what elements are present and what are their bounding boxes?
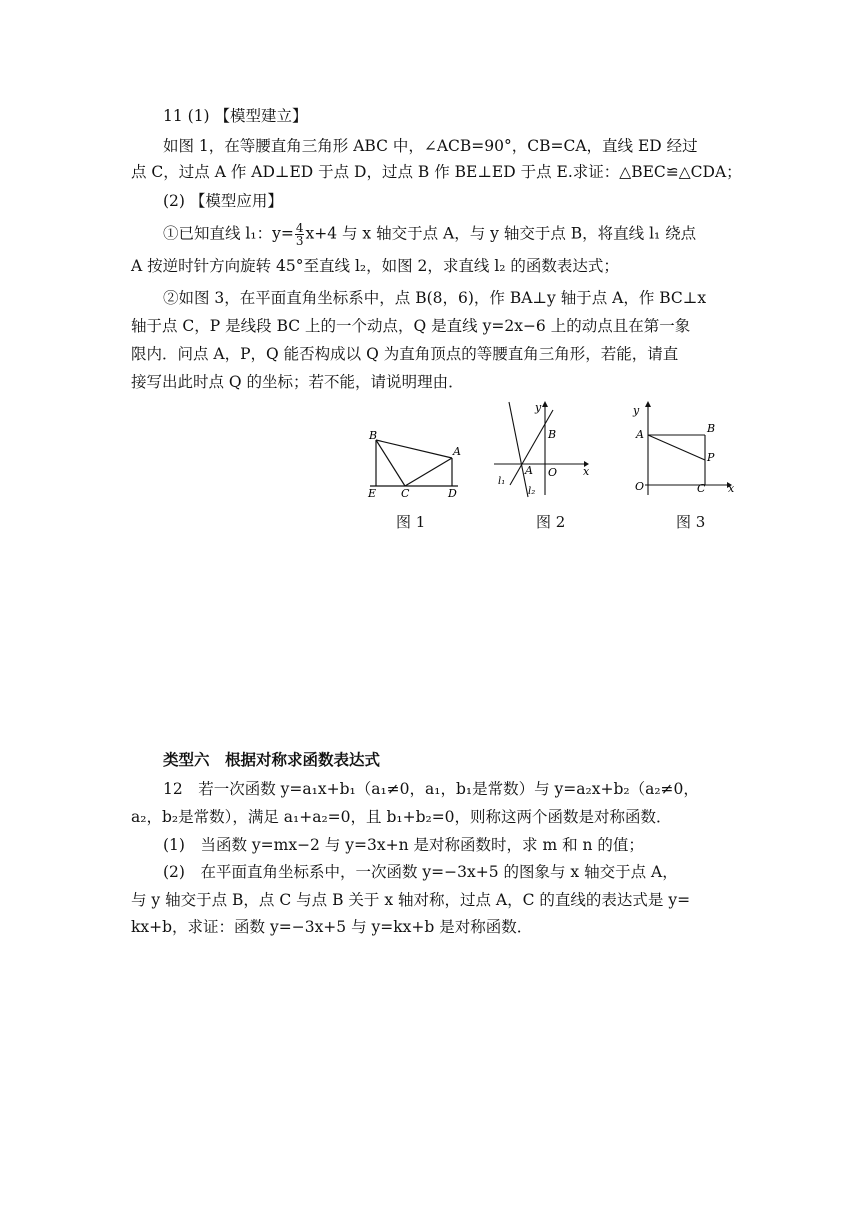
q11-part-b-line3: 限内．问点 A，P，Q 能否构成以 Q 为直角顶点的等腰直角三角形，若能，请直 (131, 345, 679, 363)
fig2-label-A: A (525, 464, 533, 477)
fig3-caption: 图 3 (676, 513, 706, 531)
fig1-label-A: A (453, 445, 461, 458)
q11-title: 11 (1) 【模型建立】 (163, 107, 308, 125)
fig1-label-D: D (448, 487, 457, 500)
fig1-segment-CA (405, 458, 452, 486)
figure-3 (625, 400, 735, 500)
fig3-label-B: B (707, 422, 716, 435)
fig3-label-O: O (635, 480, 645, 493)
fig2-label-x: x (583, 465, 590, 478)
q11-part-b-line4: 接写出此时点 Q 的坐标；若不能，请说明理由． (131, 373, 464, 391)
q12-part2-line1: (2) 在平面直角坐标系中，一次函数 y=−3x+5 的图象与 x 轴交于点 A， (163, 863, 678, 881)
fig3-label-x: x (728, 482, 735, 495)
q11-sub2-title: (2) 【模型应用】 (163, 192, 283, 210)
fraction (295, 222, 305, 247)
fig3-label-A: A (636, 428, 644, 441)
fig2-label-y: y (535, 401, 542, 414)
fig2-label-l2: l₂ (528, 486, 536, 497)
fig3-y-arrow (645, 401, 651, 407)
fig2-label-l1: l₁ (498, 476, 506, 487)
q12-line2: a₂，b₂是常数），满足 a₁+a₂=0，且 b₁+b₂=0，则称这两个函数是对称函数． (131, 808, 672, 826)
q12-line1: 12 若一次函数 y=a₁x+b₁（a₁≠0，a₁，b₁是常数）与 y=a₂x+b₂（a₂≠0， (163, 780, 699, 798)
fig3-label-C: C (697, 482, 706, 495)
q11-part-b-line2: 轴于点 C，P 是线段 BC 上的一个动点，Q 是直线 y=2x−6 上的动点且在第一象 (131, 317, 691, 335)
fig2-label-B: B (548, 428, 557, 441)
q11-part-a-line2: A 按逆时针方向旋转 45°至直线 l₂，如图 2，求直线 l₂ 的函数表达式； (131, 257, 619, 275)
figure-1 (362, 425, 472, 505)
fig1-segment-BA (376, 440, 452, 458)
q11-part-a-post: x+4 与 x 轴交于点 A，与 y 轴交于点 B，将直线 l₁ 绕点 (305, 224, 697, 243)
q11-paragraph-line1: 如图 1，在等腰直角三角形 ABC 中，∠ACB=90°，CB=CA，直线 ED 经过 (163, 137, 698, 155)
fraction-denominator: 3 (295, 234, 304, 248)
fig1-caption: 图 1 (396, 513, 426, 531)
fraction-numerator: 4 (295, 221, 304, 235)
fig2-label-O: O (548, 466, 558, 479)
figure-2 (492, 400, 592, 500)
fig2-caption: 图 2 (536, 513, 566, 531)
fig3-segment-AP (648, 435, 705, 460)
fig1-segment-BC (376, 440, 405, 486)
section6-heading: 类型六 根据对称求函数表达式 (163, 750, 381, 769)
fig2-y-arrow (542, 401, 548, 407)
q11-part-a-pre: ①已知直线 l₁：y= (163, 224, 294, 243)
fig1-label-C: C (401, 487, 410, 500)
q12-part2-line2: 与 y 轴交于点 B，点 C 与点 B 关于 x 轴对称，过点 A，C 的直线的表达式是 y= (131, 891, 691, 909)
q11-part-b-line1: ②如图 3，在平面直角坐标系中，点 B(8，6)，作 BA⊥y 轴于点 A，作 BC⊥x (163, 289, 707, 307)
fig1-label-B: B (369, 429, 378, 442)
q12-part2-line3: kx+b，求证：函数 y=−3x+5 与 y=kx+b 是对称函数． (131, 918, 533, 936)
q11-paragraph-line2: 点 C，过点 A 作 AD⊥ED 于点 D，过点 B 作 BE⊥ED 于点 E.求证：△BEC≌△CDA； (131, 163, 742, 181)
fig3-label-y: y (633, 404, 640, 417)
fig3-label-P: P (707, 451, 715, 464)
q11-part-a-line1 (163, 222, 763, 247)
fig1-label-E: E (368, 487, 377, 500)
q12-part1: (1) 当函数 y=mx−2 与 y=3x+n 是对称函数时，求 m 和 n 的值； (163, 836, 644, 854)
